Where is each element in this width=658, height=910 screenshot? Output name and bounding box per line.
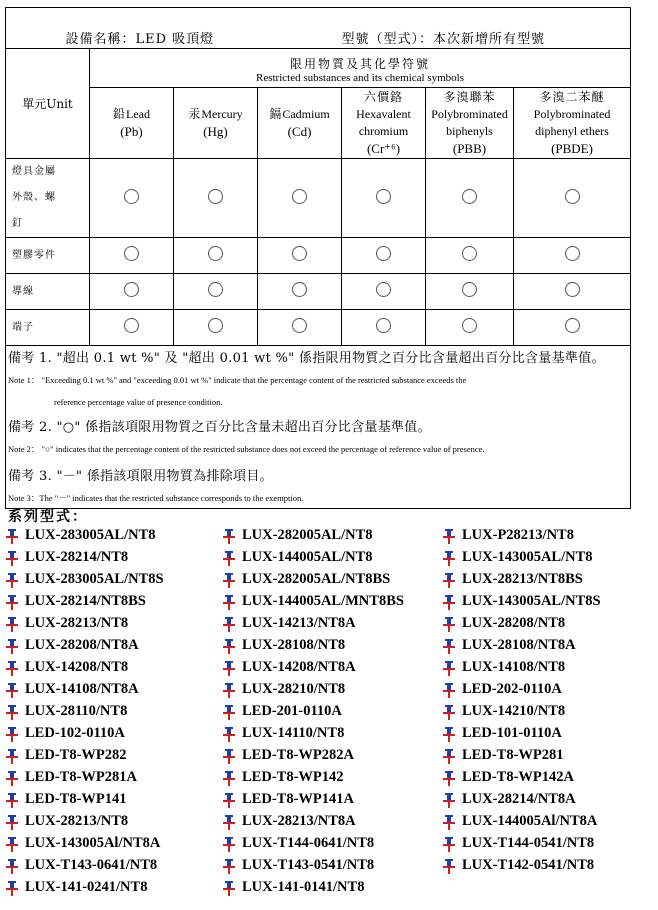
pushpin-icon	[442, 858, 456, 874]
pushpin-icon	[442, 682, 456, 698]
model-name: LUX-14208/NT8A	[242, 659, 356, 675]
model-name: LUX-T143-0541/NT8	[242, 857, 375, 873]
part-name: 燈具金屬外殼、螺釘	[6, 159, 90, 238]
pushpin-icon	[222, 792, 236, 808]
substance-name-en: Mercury	[201, 106, 243, 121]
model-item	[442, 549, 593, 566]
not-exceed-mark	[462, 246, 477, 261]
model-item	[5, 791, 127, 808]
mark-cell	[514, 159, 631, 238]
model-item	[5, 527, 156, 544]
pushpin-icon	[222, 814, 236, 830]
pushpin-icon	[222, 550, 236, 566]
model-name: LED-T8-WP282A	[242, 747, 354, 763]
mark-cell	[258, 238, 342, 274]
mark-cell	[90, 310, 174, 346]
model-name: LUX-28214/NT8	[25, 549, 129, 565]
table-row	[6, 274, 631, 310]
model-item	[222, 769, 344, 786]
pushpin-icon	[442, 660, 456, 676]
model-name: LUX-283005AL/NT8	[25, 527, 156, 543]
model-name: LUX-143005Al/NT8A	[25, 835, 161, 851]
pushpin-icon	[5, 726, 19, 742]
mark-cell	[90, 274, 174, 310]
model-item	[442, 615, 565, 632]
substances-group-header	[90, 49, 631, 88]
pushpin-icon	[222, 748, 236, 764]
note-2-zh: 備考 2. "○" 係指該項限用物質之百分比含量未超出百分比含量基準值。	[8, 420, 431, 435]
mark-cell	[174, 310, 258, 346]
substance-name-zh: 多溴聯苯	[443, 89, 496, 104]
model-name: LED-201-0110A	[242, 703, 342, 719]
mark-cell	[258, 159, 342, 238]
model-item	[222, 835, 374, 852]
pushpin-icon	[5, 814, 19, 830]
mark-cell	[174, 159, 258, 238]
not-exceed-mark	[124, 318, 139, 333]
pushpin-icon	[5, 770, 19, 786]
series-title: 系列型式：	[8, 509, 88, 525]
substance-header-4	[426, 88, 514, 159]
mark-cell	[342, 159, 426, 238]
group-title-zh: 限用物質及其化學符號	[290, 56, 431, 71]
model-name: LED-T8-WP141	[25, 791, 127, 807]
model-item	[222, 615, 356, 632]
model-name: LUX-14213/NT8A	[242, 615, 356, 631]
pushpin-icon	[442, 550, 456, 566]
not-exceed-mark	[208, 282, 223, 297]
model-item	[442, 747, 564, 764]
model-item	[442, 527, 574, 544]
substance-name-zh: 多溴二苯醚	[539, 89, 605, 104]
model-item	[222, 571, 390, 588]
pushpin-icon	[222, 682, 236, 698]
not-exceed-mark	[292, 282, 307, 297]
model-item	[442, 703, 565, 720]
substance-name-en: Polybrominated biphenyls	[431, 106, 508, 138]
model-name: LED-T8-WP142A	[462, 769, 574, 785]
pushpin-icon	[5, 792, 19, 808]
model-name: LUX-283005AL/NT8S	[25, 571, 164, 587]
model-name: LED-101-0110A	[462, 725, 562, 741]
pushpin-icon	[5, 572, 19, 588]
mark-cell	[174, 238, 258, 274]
model-item	[222, 791, 354, 808]
model-item	[5, 593, 146, 610]
model-item	[5, 747, 127, 764]
model-name: LUX-P28213/NT8	[462, 527, 574, 543]
mark-cell	[174, 274, 258, 310]
rohs-table	[5, 7, 631, 509]
model-item	[442, 681, 562, 698]
model-name: LUX-T143-0641/NT8	[25, 857, 158, 873]
model-name: LUX-28108/NT8	[242, 637, 346, 653]
substance-name-zh: 鉛	[113, 106, 127, 121]
not-exceed-mark	[124, 189, 139, 204]
model-name: LUX-141-0141/NT8	[242, 879, 365, 895]
not-exceed-mark	[124, 246, 139, 261]
model-name: LUX-141-0241/NT8	[25, 879, 148, 895]
not-exceed-mark	[462, 318, 477, 333]
model-item	[5, 703, 127, 720]
model-item	[222, 747, 354, 764]
not-exceed-mark	[376, 189, 391, 204]
substance-header-3	[342, 88, 426, 159]
not-exceed-mark	[565, 246, 580, 261]
model-item	[442, 659, 565, 676]
model-name: LUX-28210/NT8	[242, 681, 346, 697]
model-name: LED-T8-WP282	[25, 747, 127, 763]
model-name: LUX-14210/NT8	[462, 703, 566, 719]
pushpin-icon	[442, 748, 456, 764]
pushpin-icon	[442, 792, 456, 808]
mark-cell	[426, 159, 514, 238]
model-name: LED-T8-WP141A	[242, 791, 354, 807]
substance-symbol: (PBB)	[452, 140, 487, 156]
model-item	[5, 725, 125, 742]
mark-cell	[426, 310, 514, 346]
mark-cell	[342, 274, 426, 310]
pushpin-icon	[442, 704, 456, 720]
model-item	[442, 813, 597, 830]
mark-cell	[258, 274, 342, 310]
pushpin-icon	[5, 682, 19, 698]
model-item	[442, 571, 583, 588]
model-name: LUX-28108/NT8A	[462, 637, 576, 653]
model-item	[5, 769, 137, 786]
model-name: LED-102-0110A	[25, 725, 125, 741]
not-exceed-mark	[376, 246, 391, 261]
note-3-zh: 備考 3. "－" 係指該項限用物質為排除項目。	[8, 469, 273, 484]
not-exceed-mark	[376, 282, 391, 297]
note-1-zh: 備考 1. "超出 0.1 wt %" 及 "超出 0.01 wt %" 係指限用物質之百分比含量超出百分比含量基準值。	[8, 351, 605, 366]
pushpin-icon	[442, 616, 456, 632]
mark-cell	[342, 310, 426, 346]
model-item	[442, 725, 562, 742]
note-3-en: Note 3：The "－" indicates that the restricted substance corresponds to the exemption.	[8, 493, 304, 503]
not-exceed-mark	[124, 282, 139, 297]
model-item	[222, 593, 404, 610]
pushpin-icon	[5, 594, 19, 610]
header-row	[6, 8, 631, 49]
pushpin-icon	[5, 528, 19, 544]
model-name: LUX-144005AL/NT8	[242, 549, 373, 565]
pushpin-icon	[222, 638, 236, 654]
model-name: LUX-28214/NT8BS	[25, 593, 146, 609]
not-exceed-mark	[292, 318, 307, 333]
model-item	[442, 769, 574, 786]
model-name: LUX-28213/NT8	[25, 813, 129, 829]
model-name: LUX-14108/NT8A	[25, 681, 139, 697]
table-row	[6, 238, 631, 274]
mark-cell	[514, 310, 631, 346]
mark-cell	[342, 238, 426, 274]
pushpin-icon	[222, 858, 236, 874]
device-name: 設備名稱：LED 吸頂燈	[65, 31, 215, 47]
model-name: LUX-143005AL/NT8	[462, 549, 593, 565]
not-exceed-mark	[208, 318, 223, 333]
substance-symbol: (Cr⁺⁶)	[366, 140, 401, 156]
not-exceed-mark	[208, 246, 223, 261]
pushpin-icon	[222, 880, 236, 896]
model-name: LUX-28208/NT8A	[25, 637, 139, 653]
pushpin-icon	[442, 770, 456, 786]
model-item	[222, 527, 373, 544]
model-item	[5, 549, 128, 566]
notes-section	[6, 346, 631, 509]
mark-cell	[514, 238, 631, 274]
pushpin-icon	[5, 704, 19, 720]
substance-symbol: (Hg)	[203, 123, 228, 139]
model-name: LUX-144005AL/MNT8BS	[242, 593, 404, 609]
not-exceed-mark	[565, 189, 580, 204]
model-item	[222, 879, 364, 896]
model-item	[5, 813, 128, 830]
part-name: 端子	[6, 310, 90, 346]
model-item	[5, 835, 160, 852]
pushpin-icon	[442, 836, 456, 852]
model-name: LED-202-0110A	[462, 681, 562, 697]
not-exceed-mark	[565, 318, 580, 333]
pushpin-icon	[222, 616, 236, 632]
model-item	[222, 813, 356, 830]
rohs-rows	[6, 159, 631, 346]
substance-symbol: (PBDE)	[551, 140, 593, 156]
part-name: 塑膠零件	[6, 238, 90, 274]
note-1-en-line-2: reference percentage value of presence condition.	[54, 397, 223, 407]
not-exceed-mark	[565, 282, 580, 297]
model-name: LED-T8-WP142	[242, 769, 344, 785]
substance-name-en: Lead	[126, 106, 150, 121]
pushpin-icon	[5, 836, 19, 852]
model-item	[442, 593, 601, 610]
table-row	[6, 159, 631, 238]
part-name: 導線	[6, 274, 90, 310]
pushpin-icon	[222, 726, 236, 742]
pushpin-icon	[442, 814, 456, 830]
pushpin-icon	[442, 528, 456, 544]
substance-header-row	[6, 88, 631, 159]
model-item	[222, 725, 344, 742]
model-name: LUX-28213/NT8A	[242, 813, 356, 829]
pushpin-icon	[5, 550, 19, 566]
model-name: LED-T8-WP281	[462, 747, 564, 763]
pushpin-icon	[222, 836, 236, 852]
pushpin-icon	[442, 572, 456, 588]
model-item	[5, 857, 157, 874]
model-name: LUX-14208/NT8	[25, 659, 129, 675]
model-item	[222, 681, 345, 698]
model-item	[222, 549, 373, 566]
model-name: LUX-144005Al/NT8A	[462, 813, 598, 829]
substance-name-zh: 六價鉻	[363, 89, 403, 104]
model-item	[442, 857, 594, 874]
model-name: LUX-28213/NT8BS	[462, 571, 583, 587]
model-name: LUX-28214/NT8A	[462, 791, 576, 807]
not-exceed-mark	[292, 246, 307, 261]
group-title-en: Restricted substances and its chemical symbols	[255, 71, 465, 84]
model-name: LUX-28110/NT8	[25, 703, 128, 719]
model-type: 型號（型式）：本次新增所有型號	[341, 31, 546, 47]
mark-cell	[426, 238, 514, 274]
model-name: LUX-14108/NT8	[462, 659, 566, 675]
model-name: LUX-T144-0541/NT8	[462, 835, 595, 851]
pushpin-icon	[442, 726, 456, 742]
model-item	[222, 659, 356, 676]
model-item	[5, 637, 139, 654]
note-1-en-line-1: Note 1： "Exceeding 0.1 wt %" and "exceeding 0.01 wt %" indicate that the percentage content of the restricted substance exceeds the	[8, 375, 467, 385]
substance-name-zh: 汞	[188, 106, 202, 121]
model-name: LUX-T142-0541/NT8	[462, 857, 595, 873]
substance-name-en: Cadmium	[282, 106, 330, 121]
not-exceed-mark	[462, 282, 477, 297]
model-name: LUX-282005AL/NT8	[242, 527, 373, 543]
mark-cell	[426, 274, 514, 310]
mark-cell	[90, 238, 174, 274]
model-item	[222, 637, 345, 654]
model-item	[5, 571, 164, 588]
substance-header-2	[258, 88, 342, 159]
not-exceed-mark	[292, 189, 307, 204]
substance-symbol: (Pb)	[120, 123, 143, 139]
unit-header: 單元Unit	[6, 49, 90, 159]
pushpin-icon	[222, 770, 236, 786]
substance-name-en: Polybrominated diphenyl ethers	[533, 106, 611, 138]
model-item	[5, 681, 139, 698]
pushpin-icon	[5, 858, 19, 874]
model-name: LUX-282005AL/NT8BS	[242, 571, 391, 587]
pushpin-icon	[5, 616, 19, 632]
substance-name-zh: 鎘	[269, 106, 283, 121]
model-name: LUX-143005AL/NT8S	[462, 593, 601, 609]
pushpin-icon	[222, 528, 236, 544]
pushpin-icon	[442, 638, 456, 654]
substance-header-0	[90, 88, 174, 159]
not-exceed-mark	[376, 318, 391, 333]
model-name: LUX-T144-0641/NT8	[242, 835, 375, 851]
model-name: LED-T8-WP281A	[25, 769, 137, 785]
model-item	[442, 791, 576, 808]
substance-symbol: (Cd)	[287, 123, 312, 139]
model-item	[5, 879, 147, 896]
pushpin-icon	[222, 704, 236, 720]
model-name: LUX-28213/NT8	[25, 615, 129, 631]
mark-cell	[514, 274, 631, 310]
pushpin-icon	[442, 594, 456, 610]
pushpin-icon	[222, 660, 236, 676]
substance-header-1	[174, 88, 258, 159]
pushpin-icon	[222, 572, 236, 588]
substance-name-en: Hexavalent chromium	[356, 106, 411, 138]
table-row	[6, 310, 631, 346]
model-item	[442, 835, 594, 852]
not-exceed-mark	[462, 189, 477, 204]
pushpin-icon	[222, 594, 236, 610]
pushpin-icon	[5, 748, 19, 764]
model-item	[5, 615, 128, 632]
model-name: LUX-28208/NT8	[462, 615, 566, 631]
pushpin-icon	[5, 660, 19, 676]
not-exceed-mark	[208, 189, 223, 204]
note-2-en: Note 2： "○" indicates that the percentage content of the restricted substance does not exceed the percentage of reference value of presence.	[8, 444, 485, 454]
model-item	[222, 857, 374, 874]
pushpin-icon	[5, 880, 19, 896]
model-name: LUX-14110/NT8	[242, 725, 345, 741]
mark-cell	[258, 310, 342, 346]
substance-header-5	[514, 88, 631, 159]
pushpin-icon	[5, 638, 19, 654]
model-item	[5, 659, 128, 676]
model-item	[442, 637, 576, 654]
model-item	[222, 703, 342, 720]
mark-cell	[90, 159, 174, 238]
